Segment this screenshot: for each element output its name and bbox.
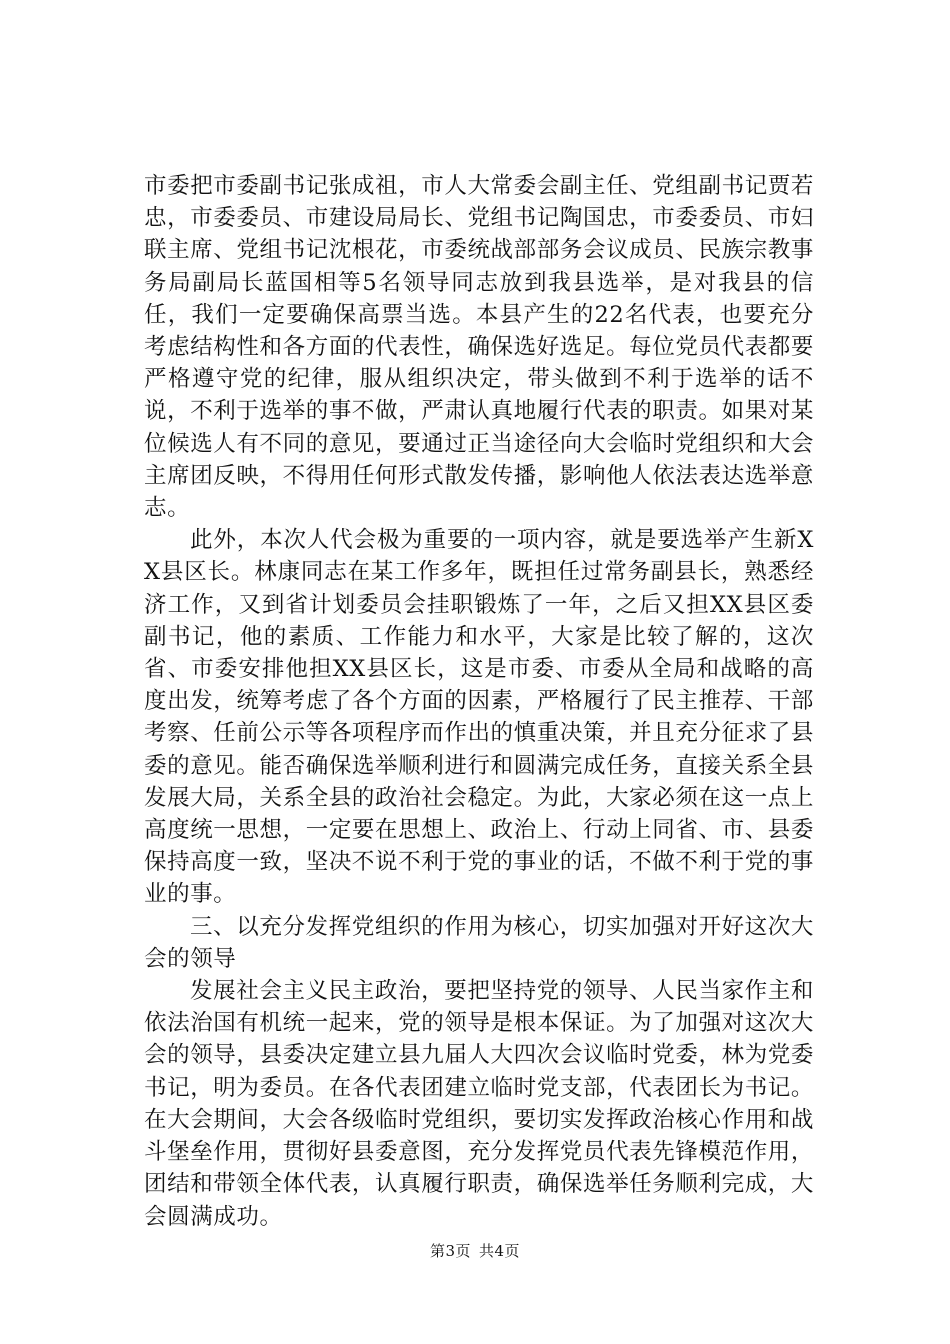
paragraph-election-county-head: 此外，本次人代会极为重要的一项内容，就是要选举产生新XX县区长。林康同志在某工作多年，既担任过常务副县长，熟悉经济工作，又到省计划委员会挂职锻炼了一年，之后又担XX县区委副书记，他的素质、工作能力和水平，大家是比较了解的，这次省、市委安排他担XX县区长，这是市委、市委从全局和战略的高度出发，统筹考虑了各个方面的因素，严格履行了民主推荐、干部考察、任前公示等各项程序而作出的慎重决策，并且充分征求了县委的意见。能否确保选举顺利进行和圆满完成任务，直接关系全县发展大局，关系全县的政治社会稳定。为此，大家必须在这一点上高度统一思想，一定要在思想上、政治上、行动上同省、市、县委保持高度一致，坚决不说不利于党的事业的话，不做不利于党的事业的事。 <box>144 527 814 908</box>
section-heading-three: 三、以充分发挥党组织的作用为核心，切实加强对开好这次大会的领导 <box>144 913 814 972</box>
paragraph-party-leadership: 发展社会主义民主政治，要把坚持党的领导、人民当家作主和依法治国有机统一起来，党的领导是根本保证。为了加强对这次大会的领导，县委决定建立县九届人大四次会议临时党委，林为党委书记，明为委员。在各代表团建立临时党支部，代表团长为书记。在大会期间，大会各级临时党组织，要切实发挥政治核心作用和战斗堡垒作用，贯彻好县委意图，充分发挥党员代表先锋模范作用，团结和带领全体代表，认真履行职责，确保选举任务顺利完成，大会圆满成功。 <box>144 978 814 1230</box>
document-body <box>144 170 814 1233</box>
page-number-total: 共4页 <box>479 1242 521 1260</box>
page-number-current: 第3页 <box>429 1242 471 1260</box>
page-footer <box>0 1240 950 1261</box>
paragraph-continuation: 市委把市委副书记张成祖，市人大常委会副主任、党组副书记贾若忠，市委委员、市建设局局长、党组书记陶国忠，市委委员、市妇联主席、党组书记沈根花，市委统战部部务会议成员、民族宗教事务局副局长蓝国相等5名领导同志放到我县选举，是对我县的信任，我们一定要确保高票当选。本县产生的22名代表，也要充分考虑结构性和各方面的代表性，确保选好选足。每位党员代表都要严格遵守党的纪律，服从组织决定，带头做到不利于选举的话不说，不利于选举的事不做，严肃认真地履行代表的职责。如果对某位候选人有不同的意见，要通过正当途径向大会临时党组织和大会主席团反映，不得用任何形式散发传播，影响他人依法表达选举意志。 <box>144 173 814 522</box>
